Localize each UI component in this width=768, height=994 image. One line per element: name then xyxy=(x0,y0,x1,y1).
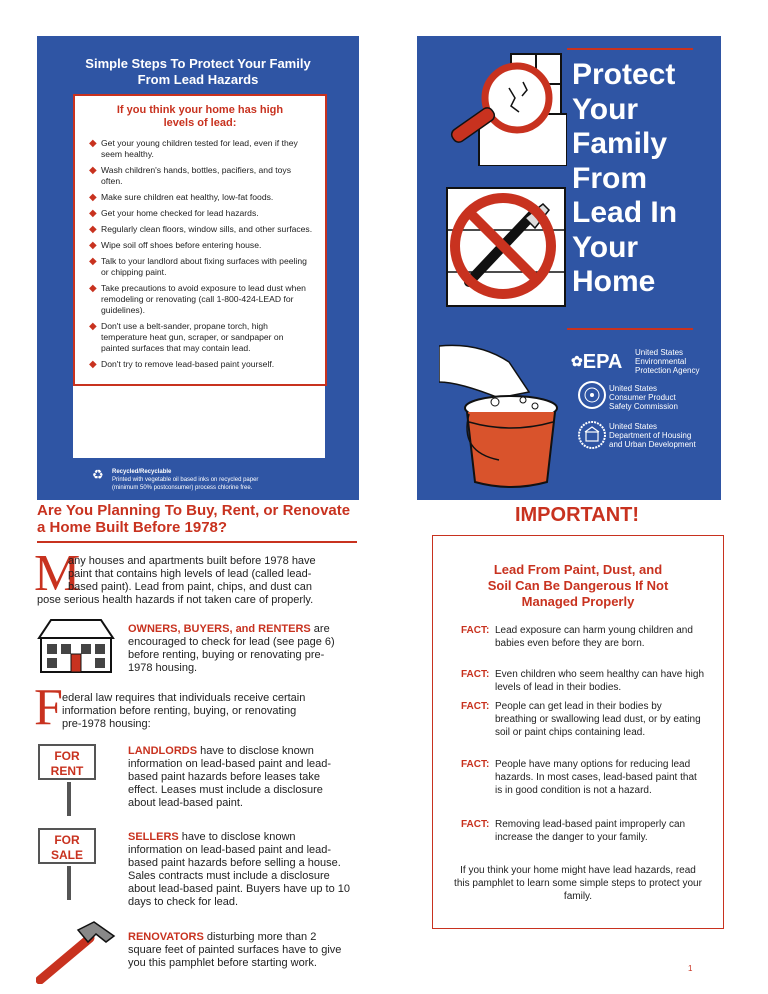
cover-title-line: From xyxy=(572,161,647,195)
fact-label: FACT: xyxy=(461,819,490,830)
important-subtitle xyxy=(433,562,723,610)
diamond-bullet-icon: ◆ xyxy=(89,256,97,267)
list-item xyxy=(89,240,313,251)
fact-text: Lead exposure can harm young children and babies even before they are born. xyxy=(495,625,693,649)
cover-title-line: Protect xyxy=(572,58,676,91)
sign-text: FOR xyxy=(54,833,80,847)
subtitle-line: Lead From Paint, Dust, and xyxy=(493,562,663,577)
page-number: 1 xyxy=(688,964,693,973)
step-text: Don't try to remove lead-based paint yourself. xyxy=(101,359,275,369)
steps-box xyxy=(73,94,327,386)
diamond-bullet-icon: ◆ xyxy=(89,192,97,203)
owners-keyword: OWNERS, BUYERS, and RENTERS xyxy=(128,623,311,635)
step-text: Talk to your landlord about fixing surfaces with peeling or chipping paint. xyxy=(101,256,307,277)
magnifier-icon xyxy=(439,48,567,166)
list-item xyxy=(89,165,313,187)
landlords-paragraph xyxy=(128,745,350,810)
text-line: pre-1978 housing: xyxy=(62,718,151,730)
hud-seal-icon xyxy=(577,420,607,450)
landlords-text: have to disclose known information on lead-based paint and lead-based paint hazards before leases take effect. Leases must include a disclosure about lead-based paint. xyxy=(128,745,332,809)
agency-epa xyxy=(635,348,719,375)
fact-label: FACT: xyxy=(461,625,490,636)
diamond-bullet-icon: ◆ xyxy=(89,283,97,294)
divider xyxy=(567,328,693,330)
text-line: ederal law requires that individuals receive certain xyxy=(62,692,306,704)
renovators-keyword: RENOVATORS xyxy=(128,931,204,943)
heading-line: a Home Built Before 1978? xyxy=(37,519,228,536)
federal-paragraph xyxy=(62,692,362,731)
fact-text: People have many options for reducing lead hazards. In most cases, lead-based paint that is in good condition is not a hazard. xyxy=(495,759,697,796)
agency-line: and Urban Development xyxy=(609,440,696,449)
diamond-bullet-icon: ◆ xyxy=(89,359,97,370)
box-title-line: If you think your home has high xyxy=(116,104,284,116)
sign-text: RENT xyxy=(50,764,84,778)
recycle-line: Recycled/Recyclable xyxy=(112,469,172,475)
sellers-text: have to disclose known information on lead-based paint and lead-based paint hazards before selling a house. Sales contracts must include a disclosure about lead-based paint. Buyers have up to 10 days to check for lead. xyxy=(128,831,350,908)
fact-label: FACT: xyxy=(461,669,490,680)
diamond-bullet-icon: ◆ xyxy=(89,138,97,149)
divider xyxy=(567,48,693,50)
fact-label: FACT: xyxy=(461,701,490,712)
heading-line: Are You Planning To Buy, Rent, or Renovate xyxy=(37,502,351,519)
divider xyxy=(37,541,357,543)
intro-paragraph xyxy=(68,555,368,594)
blank-label-area xyxy=(73,386,325,458)
list-item xyxy=(89,359,313,370)
step-text: Get your home checked for lead hazards. xyxy=(101,208,259,218)
step-text: Don't use a belt-sander, propane torch, high temperature heat gun, scraper, or sandpaper on painted surfaces that may contain lead. xyxy=(101,321,284,353)
important-box xyxy=(432,535,724,929)
box-title-line: levels of lead: xyxy=(163,117,237,129)
cpsc-seal-icon xyxy=(577,380,607,410)
sellers-paragraph xyxy=(128,831,350,909)
agency-line: Protection Agency xyxy=(635,366,700,375)
drop-cap: F xyxy=(34,679,63,736)
sellers-keyword: SELLERS xyxy=(128,831,179,843)
text-line: information before renting, buying, or renovating xyxy=(62,705,297,717)
section-heading xyxy=(37,502,367,536)
cover-title-line: Home xyxy=(572,265,656,298)
step-text: Wipe soil off shoes before entering house. xyxy=(101,240,262,250)
list-item xyxy=(89,138,313,160)
agency-line: Safety Commission xyxy=(609,402,678,411)
cover-title-line: Family xyxy=(572,127,668,160)
text-line: any houses and apartments built before 1978 have xyxy=(68,555,316,567)
renovators-text: disturbing more than 2 square feet of painted surfaces have to give you this pamphlet before starting work. xyxy=(128,931,342,969)
back-cover-panel xyxy=(37,36,359,500)
list-item xyxy=(89,256,313,278)
fact-text: Removing lead-based paint improperly can increase the danger to your family. xyxy=(495,819,686,843)
for-sale-sign-icon xyxy=(38,828,100,900)
list-item xyxy=(89,321,313,354)
hammer-icon xyxy=(36,920,116,984)
cover-title xyxy=(572,58,712,300)
agency-line: United States xyxy=(609,422,658,431)
list-item xyxy=(89,208,313,219)
list-item xyxy=(89,224,313,235)
epa-flower-icon: ✿ xyxy=(571,353,583,369)
renovators-paragraph xyxy=(128,931,350,970)
recycle-icon: ♻ xyxy=(92,467,104,482)
title-line: Simple Steps To Protect Your Family xyxy=(85,56,311,71)
text-line: based paint). Lead from paint, chips, and dust can xyxy=(68,581,312,593)
wash-bucket-icon xyxy=(439,342,567,492)
fact-text: Even children who seem healthy can have high levels of lead in their bodies. xyxy=(495,669,705,693)
landlords-keyword: LANDLORDS xyxy=(128,745,198,757)
sign-text: SALE xyxy=(50,848,83,862)
sign-text: FOR xyxy=(54,749,80,763)
back-cover-title xyxy=(37,56,359,88)
diamond-bullet-icon: ◆ xyxy=(89,208,97,219)
steps-list xyxy=(75,138,325,370)
step-text: Get your young children tested for lead, even if they seem healthy. xyxy=(101,138,298,159)
diamond-bullet-icon: ◆ xyxy=(89,240,97,251)
epa-logo-text: EPA xyxy=(582,351,623,373)
cover-title-line: Your xyxy=(572,230,639,264)
agency-line: Consumer Product xyxy=(609,393,676,402)
agency-hud xyxy=(609,422,719,449)
subtitle-line: Soil Can Be Dangerous If Not xyxy=(487,578,669,593)
important-footer: If you think your home might have lead hazards, read this pamphlet to learn some simple steps to protect your family. xyxy=(454,865,702,902)
cover-title-line: Lead In xyxy=(572,196,678,229)
important-title: IMPORTANT! xyxy=(514,504,640,526)
house-icon xyxy=(37,618,115,674)
list-item xyxy=(89,283,313,316)
subtitle-line: Managed Properly xyxy=(521,594,635,609)
epa-logo xyxy=(571,350,635,372)
for-rent-sign-icon xyxy=(38,744,100,816)
diamond-bullet-icon: ◆ xyxy=(89,165,97,176)
owners-text: are encouraged to check for lead (see page 6) before renting, buying or renovating pre-1978 housing. xyxy=(128,623,335,674)
agency-line: United States xyxy=(635,348,684,357)
step-text: Take precautions to avoid exposure to lead dust when remodeling or renovating (call 1-800-424-LEAD for guidelines). xyxy=(101,283,306,315)
no-scraping-icon xyxy=(439,182,567,310)
text-line: pose serious health hazards if not taken care of properly. xyxy=(37,594,314,606)
recycle-line: (minimum 50% postconsumer) process chlorine free. xyxy=(112,485,253,491)
diamond-bullet-icon: ◆ xyxy=(89,224,97,235)
agency-line: Department of Housing xyxy=(609,431,692,440)
agency-line: United States xyxy=(609,384,658,393)
diamond-bullet-icon: ◆ xyxy=(89,321,97,332)
title-line: From Lead Hazards xyxy=(137,72,259,87)
step-text: Make sure children eat healthy, low-fat foods. xyxy=(101,192,274,202)
text-line: paint that contains high levels of lead (called lead- xyxy=(68,568,312,580)
front-cover-panel xyxy=(417,36,721,500)
steps-box-title xyxy=(95,104,305,130)
step-text: Wash children's hands, bottles, pacifiers, and toys often. xyxy=(101,165,292,186)
agency-cpsc xyxy=(609,384,709,411)
step-text: Regularly clean floors, window sills, and other surfaces. xyxy=(101,224,313,234)
drop-cap: M xyxy=(34,545,81,602)
fact-text: People can get lead in their bodies by breathing or swallowing lead dust, or by eating soil or paint chips containing lead. xyxy=(495,701,701,738)
fact-label: FACT: xyxy=(461,759,490,770)
agency-line: Environmental xyxy=(635,357,687,366)
owners-paragraph xyxy=(128,623,348,675)
list-item xyxy=(89,192,313,203)
recycle-line: Printed with vegetable oil based inks on recycled paper xyxy=(112,477,259,483)
cover-title-line: Your xyxy=(572,92,639,126)
